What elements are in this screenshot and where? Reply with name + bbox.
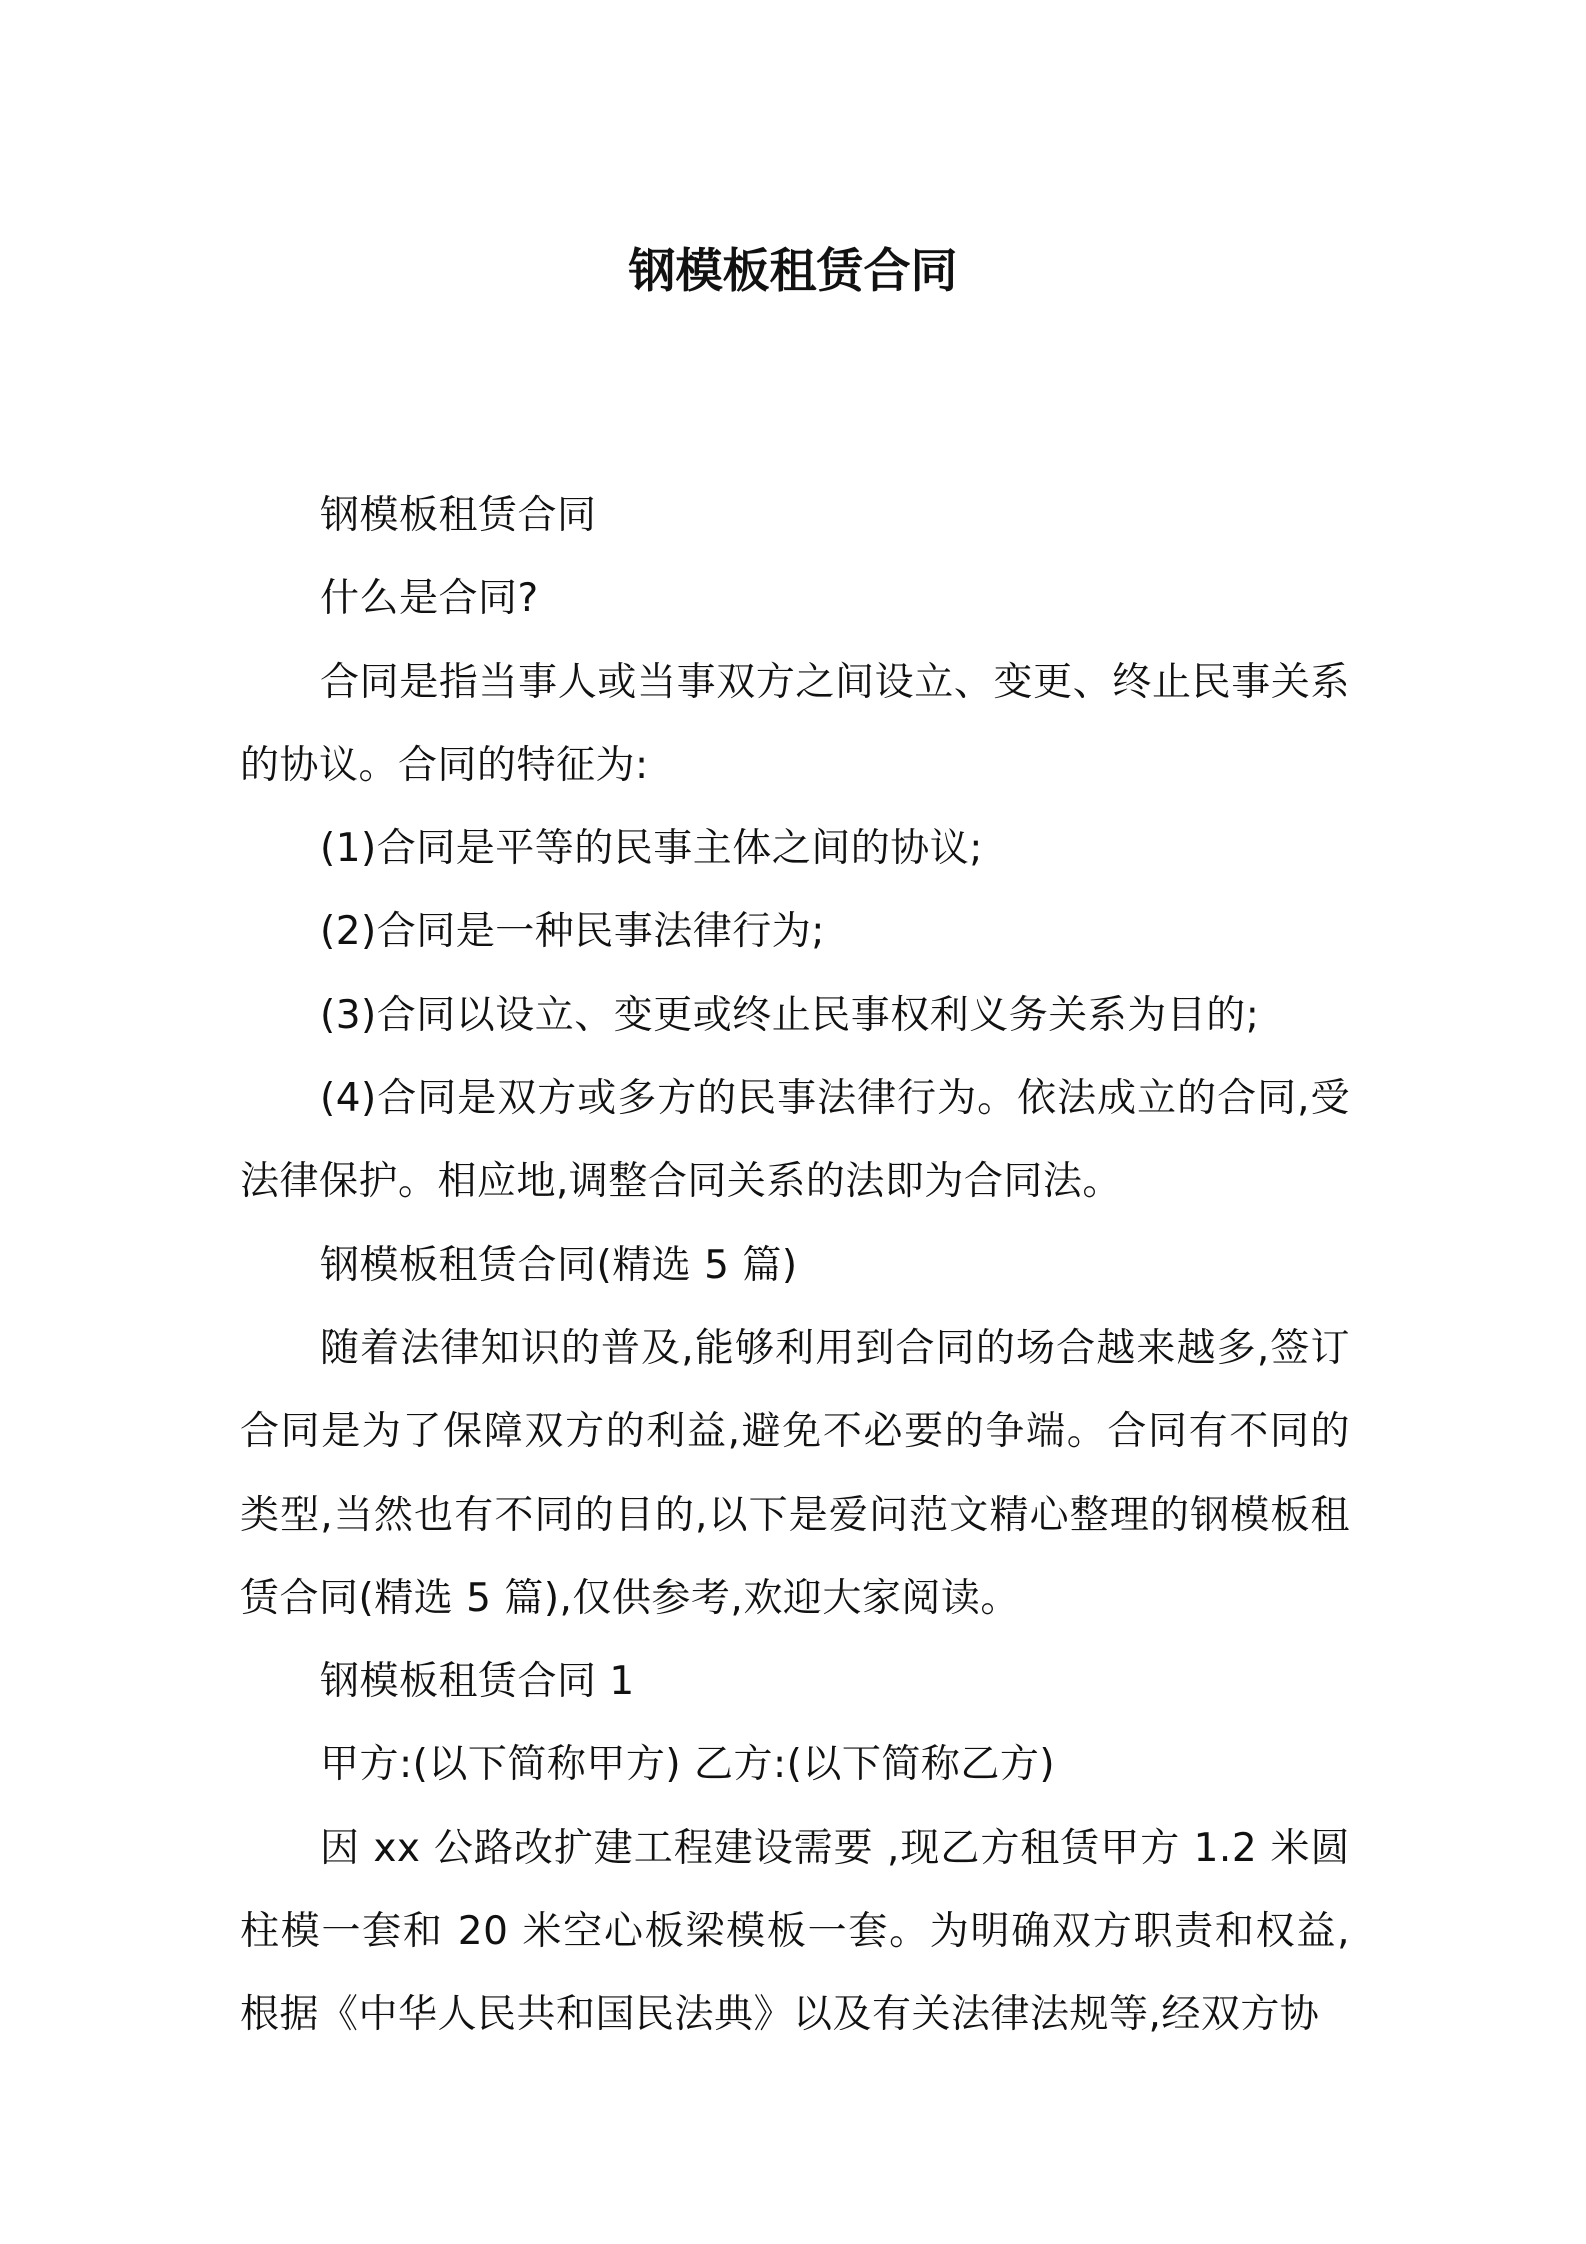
paragraph-feature-4: (4)合同是双方或多方的民事法律行为。依法成立的合同,受法律保护。相应地,调整合同关系的法即为合同法。 — [240, 1076, 1350, 1205]
document-body — [240, 474, 1350, 2057]
paragraph-intro: 随着法律知识的普及,能够利用到合同的场合越来越多,签订合同是为了保障双方的利益,避免不必要的争端。合同有不同的类型,当然也有不同的目的,以下是爱问范文精心整理的钢模板租赁合同(精选 5 篇),仅供参考,欢迎大家阅读。 — [240, 1325, 1350, 1621]
paragraph-parties: 甲方:(以下简称甲方) 乙方:(以下简称乙方) — [320, 1742, 1056, 1788]
paragraph-feature-1: (1)合同是平等的民事主体之间的协议; — [320, 826, 983, 872]
paragraph-contract-body: 因 xx 公路改扩建工程建设需要 ,现乙方租赁甲方 1.2 米圆柱模一套和 20 米空心板梁模板一套。为明确双方职责和权益,根据《中华人民共和国民法典》以及有关法律法规等,经双方协 — [240, 1825, 1350, 2038]
paragraph-definition: 合同是指当事人或当事双方之间设立、变更、终止民事关系的协议。合同的特征为: — [240, 659, 1350, 788]
paragraph-feature-2: (2)合同是一种民事法律行为; — [320, 909, 825, 955]
paragraph-heading-contract: 钢模板租赁合同 — [320, 493, 597, 538]
paragraph-selection-heading: 钢模板租赁合同(精选 5 篇) — [320, 1242, 798, 1288]
paragraph-question: 什么是合同? — [320, 576, 539, 622]
paragraph-feature-3: (3)合同以设立、变更或终止民事权利义务关系为目的; — [320, 992, 1260, 1038]
document-title: 钢模板租赁合同 — [628, 244, 958, 299]
paragraph-contract-1-heading: 钢模板租赁合同 1 — [320, 1659, 635, 1705]
